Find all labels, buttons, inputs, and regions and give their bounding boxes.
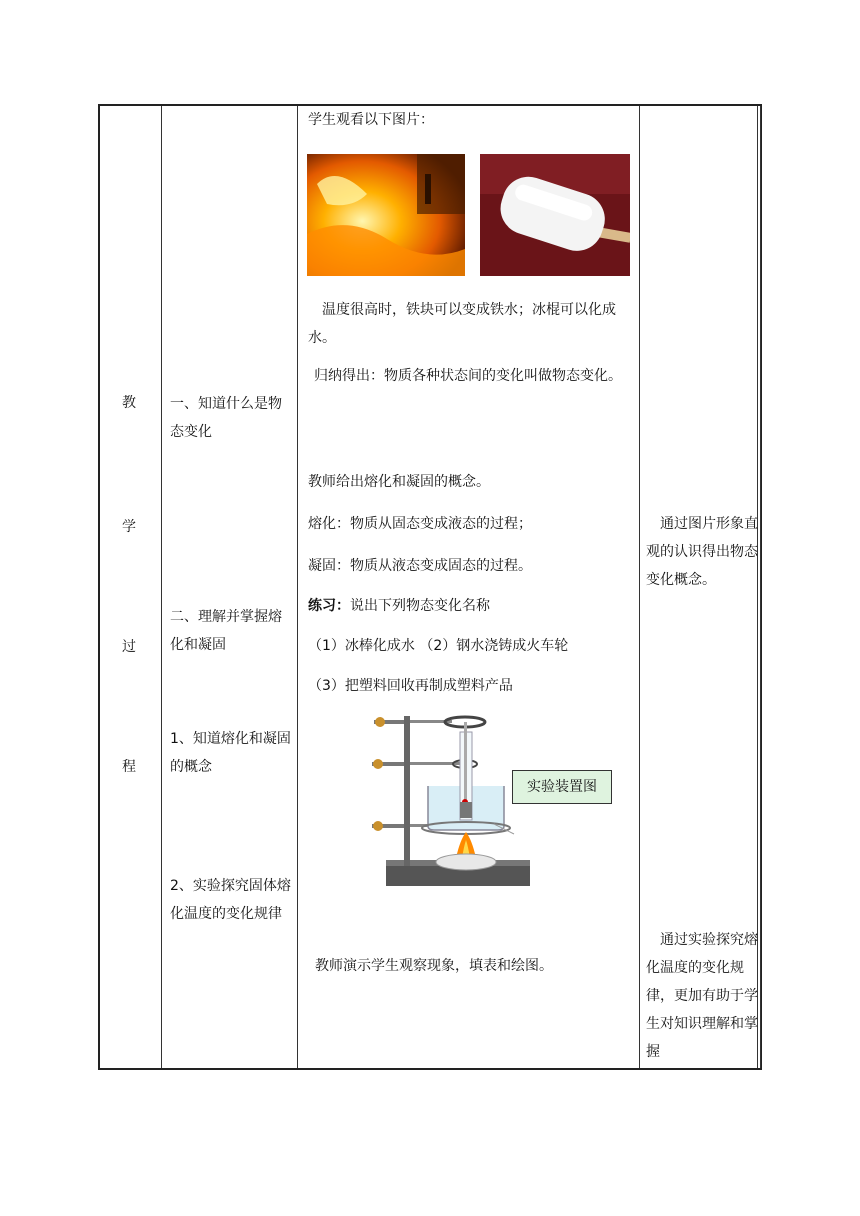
exercise-text: 说出下列物态变化名称 bbox=[350, 598, 490, 614]
paragraph-6: 教师演示学生观察现象，填表和绘图。 bbox=[315, 958, 553, 974]
ice-pop-photo bbox=[480, 154, 630, 276]
stage-char: 教 bbox=[122, 395, 136, 411]
topic-4: 2、实验探究固体熔化温度的变化规律 bbox=[170, 878, 291, 922]
topic-2: 二、理解并掌握熔化和凝固 bbox=[170, 609, 282, 653]
note-2: 通过实验探究熔化温度的变化规律，更加有助于学生对知识理解和掌握 bbox=[646, 932, 758, 1060]
apparatus-diagram bbox=[364, 712, 544, 896]
lesson-table bbox=[98, 104, 762, 1070]
topic-3: 1、知道熔化和凝固的概念 bbox=[170, 731, 291, 775]
paragraph-2: 归纳得出：物质各种状态间的变化叫做物态变化。 bbox=[314, 368, 622, 384]
column-divider bbox=[639, 106, 640, 1068]
stage-char: 过 bbox=[122, 639, 136, 655]
note-1: 通过图片形象直观的认识得出物态变化概念。 bbox=[646, 516, 758, 588]
stage-char: 学 bbox=[122, 519, 136, 535]
stage-char: 程 bbox=[122, 759, 136, 775]
molten-iron-photo bbox=[307, 154, 465, 276]
paragraph-5: 凝固：物质从液态变成固态的过程。 bbox=[308, 558, 532, 574]
column-divider bbox=[161, 106, 162, 1068]
paragraph-3: 教师给出熔化和凝固的概念。 bbox=[308, 474, 490, 490]
exercise-item-1: （1）冰棒化成水 （2）钢水浇铸成火车轮 bbox=[308, 638, 569, 654]
exercise-heading bbox=[308, 592, 490, 620]
paragraph-4: 熔化：物质从固态变成液态的过程； bbox=[308, 516, 532, 532]
intro-text: 学生观看以下图片： bbox=[308, 112, 434, 128]
apparatus-label: 实验装置图 bbox=[512, 770, 612, 804]
topic-1: 一、知道什么是物态变化 bbox=[170, 396, 282, 440]
paragraph-1: 温度很高时，铁块可以变成铁水；冰棍可以化成水。 bbox=[308, 302, 616, 346]
exercise-item-2: （3）把塑料回收再制成塑料产品 bbox=[308, 678, 513, 694]
exercise-label: 练习： bbox=[308, 598, 350, 614]
column-divider bbox=[297, 106, 298, 1068]
